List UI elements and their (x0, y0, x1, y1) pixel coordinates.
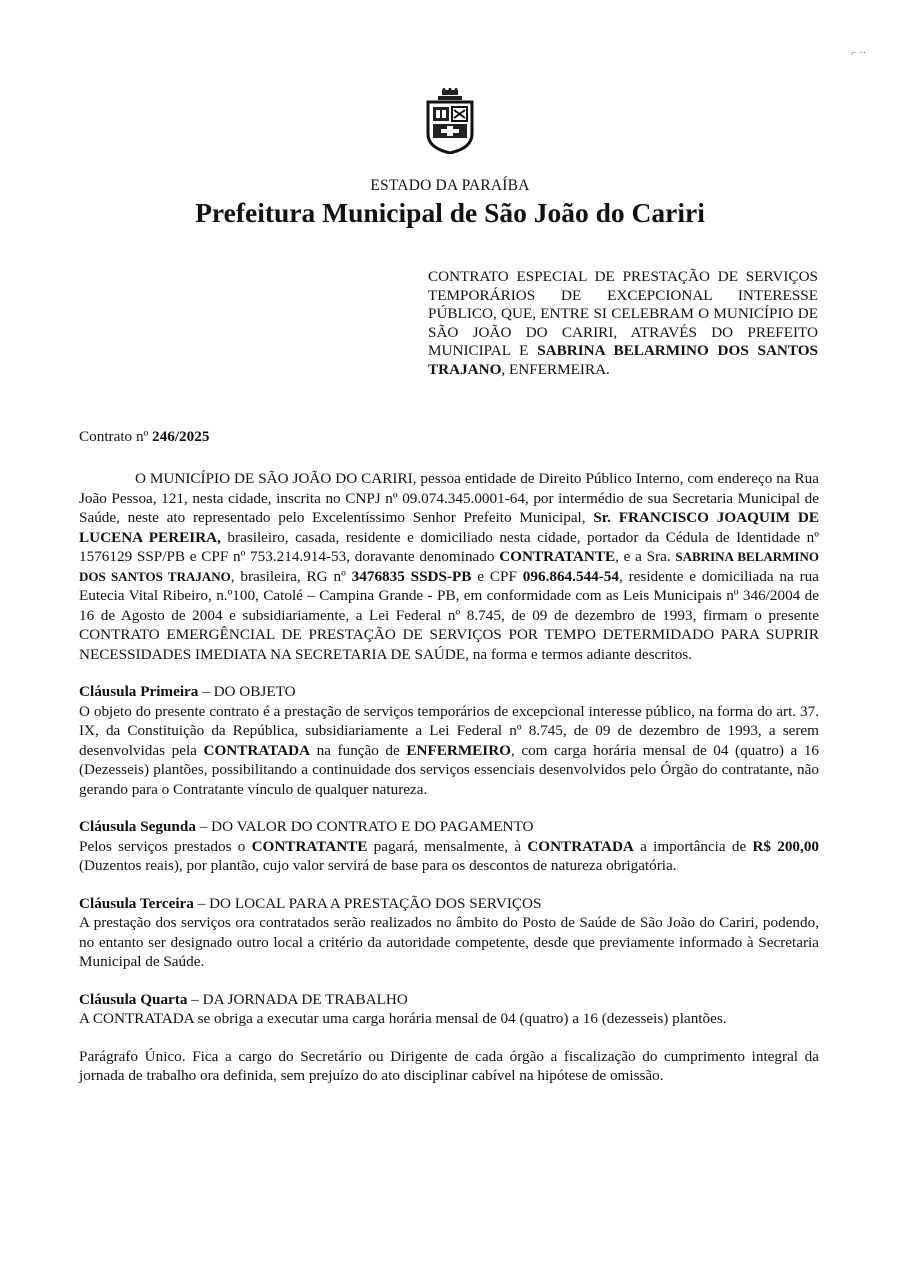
preamble-text-5: e CPF (471, 567, 523, 585)
clause-1-text (79, 702, 819, 800)
contractor-cpf: 096.864.544-54 (522, 567, 619, 585)
contractor-name: SABRINA BELARMINO DOS SANTOS TRAJANO (79, 549, 819, 584)
clause-4-heading (79, 990, 819, 1010)
clause-1-text-3: , com carga horária mensal de 04 (quatro) a 16 (Dezesseis) plantões, possibilitando a continuidade dos serviços essenciais desenvolvidos pelo Órgão do contratante, não gerando para o Contratante vínculo de qualquer natureza. (79, 741, 820, 798)
clause-2-text-3: a importância de (633, 837, 753, 855)
summary-contractor-name: SABRINA BELARMINO DOS SANTOS TRAJANO (428, 342, 818, 378)
clause-2-text-1: Pelos serviços prestados o (79, 837, 252, 855)
clause-4-title: Cláusula Quarta (79, 990, 188, 1008)
clause-4-subtitle: – DA JORNADA DE TRABALHO (187, 990, 408, 1008)
clause-2-text-2: pagará, mensalmente, à (367, 837, 528, 855)
clause-3-title: Cláusula Terceira (79, 894, 194, 912)
contratante-term: CONTRATANTE (251, 837, 368, 855)
clause-1-text-2: na função de (310, 741, 407, 759)
preamble-text-1: O MUNICÍPIO DE SÃO JOÃO DO CARIRI, pessoa entidade de Direito Público Interno, com endereço na Rua João Pessoa, 121, nesta cidade, inscrita no CNPJ nº 09.074.345.0001-64, por intermédio de sua Secretaria Municipal de Saúde, neste ato representado pelo Excelentíssimo Senhor Prefeito Municipal, (79, 470, 819, 526)
preamble-text-6: , residente e domiciliada na rua Eutecia Vital Ribeiro, n.º100, Catolé – Campina Grande - PB, em conformidade com as Leis Municipais nº 346/2004 de 16 de Agosto de 2004 e subsidiariamente, a Lei Federal nº 8.745, de 09 de dezembro de 1993, firmam o presente CONTRATO EMERGÊNCIAL DE PRESTAÇÃO DE SERVIÇOS POR TEMPO DETERMIDADO PARA SUPRIR NECESSIDADES IMEDIATA NA SECRETARIA DE SAÚDE, na forma e termos adiante descritos. (79, 567, 820, 663)
contratada-term: CONTRATADA (203, 741, 311, 759)
contract-number (79, 427, 209, 447)
clause-2-subtitle: – DO VALOR DO CONTRATO E DO PAGAMENTO (195, 818, 534, 835)
ink-mark: ⌐ ·· (851, 48, 866, 59)
clause-1-title: Cláusula Primeira (79, 683, 199, 700)
contract-number-value: 246/2025 (152, 428, 210, 445)
municipal-crest-icon (424, 88, 476, 154)
clause-3-heading (79, 894, 819, 914)
preamble-text-2: brasileiro, casada, residente e domiciliado nesta cidade, portador da Cédula de Identidade nº 1576129 SSP/PB e CPF nº 753.214.914-53, doravante denominado (79, 528, 819, 565)
clause-2-heading (79, 817, 819, 837)
contratante-term: CONTRATANTE (499, 548, 616, 565)
preamble-paragraph (79, 469, 819, 664)
clause-2-text-4: (Duzentos reais), por plantão, cujo valor servirá de base para os descontos de natureza obrigatória. (79, 857, 677, 874)
state-name: ESTADO DA PARAÍBA (370, 177, 530, 194)
clause-4-text: A CONTRATADA se obriga a executar uma carga horária mensal de 04 (quatro) a 16 (dezesseis) plantões. (79, 1010, 727, 1027)
contract-number-label: Contrato nº (79, 428, 153, 445)
paragrafo-unico: Parágrafo Único. Fica a cargo do Secretário ou Dirigente de cada órgão a fiscalização do cumprimento integral da jornada de trabalho ora definida, sem prejuízo do ato disciplinar cabível na hipótese de omissão. (79, 1047, 819, 1084)
mayor-name: Sr. FRANCISCO JOAQUIM DE LUCENA PEREIRA, (79, 509, 819, 546)
preamble-text-3: , e a Sra. (615, 548, 676, 565)
clause-3-text: A prestação dos serviços ora contratados serão realizados no âmbito do Posto de Saúde de São João do Cariri, podendo, no entanto ser designado outro local a critério da autoridade competente, desde que previamente informado à Secretaria Municipal de Saúde. (79, 914, 819, 970)
clause-1-text-1: O objeto do presente contrato é a prestação de serviços temporários de excepcional interesse público, na forma do art. 37. IX, da Constituição da República, subsidiariamente a Lei Federal nº 8.745, de 09 de dezembro de 1993, a serem desenvolvidas pela (79, 702, 819, 759)
organization-title: Prefeitura Municipal de São João do Cariri (195, 197, 705, 228)
summary-role: , ENFERMEIRA. (501, 360, 610, 378)
clause-1-subtitle: – DO OBJETO (198, 683, 296, 700)
clause-2-text (79, 837, 819, 876)
contract-body (79, 469, 819, 1086)
clause-1-heading (79, 682, 819, 702)
clause-3-subtitle: – DO LOCAL PARA A PRESTAÇÃO DOS SERVIÇOS (193, 894, 542, 912)
role-term: ENFERMEIRO (406, 741, 511, 759)
clause-2-title: Cláusula Segunda (79, 818, 196, 835)
contratada-term: CONTRATADA (527, 837, 634, 855)
payment-amount: R$ 200,00 (752, 837, 820, 855)
contractor-rg: 3476835 SSDS-PB (351, 567, 472, 585)
summary-text: CONTRATO ESPECIAL DE PRESTAÇÃO DE SERVIÇOS TEMPORÁRIOS DE EXCEPCIONAL INTERESSE PÚBLICO, QUE, ENTRE SI CELEBRAM O MUNICÍPIO DE SÃO JOÃO DO CARIRI, ATRAVÉS DO PREFEITO MUNICIPAL E (428, 268, 818, 359)
contract-summary (428, 268, 818, 379)
preamble-text-4: , brasileira, RG nº (230, 567, 352, 585)
